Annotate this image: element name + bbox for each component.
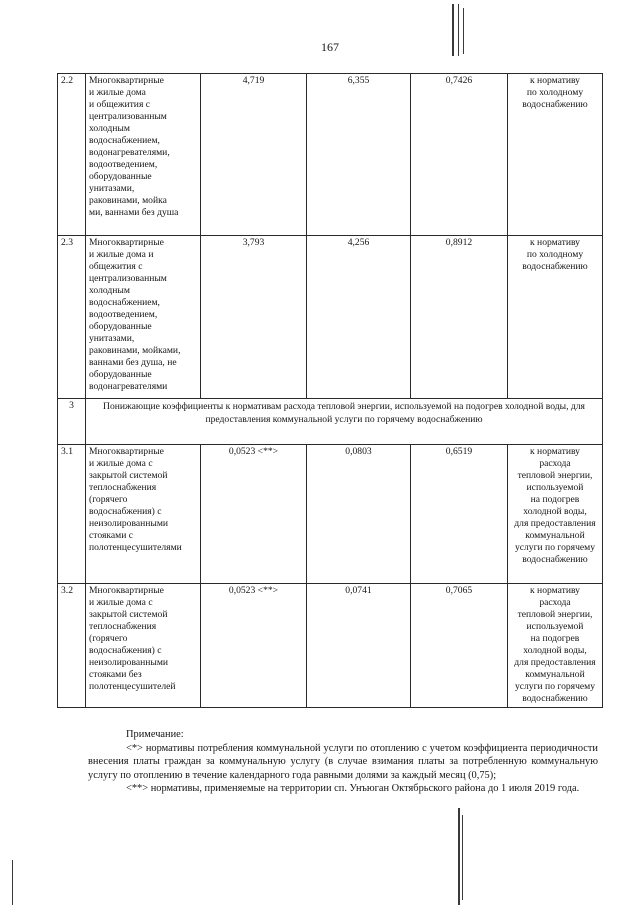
unit-line: водоснабжению — [522, 693, 588, 704]
value-cell: 0,0741 — [307, 584, 411, 708]
description-line: водоснабжения) с — [89, 645, 162, 656]
description-line: оборудованные — [89, 369, 152, 380]
unit-line: коммунальной — [525, 530, 585, 541]
value-cell: 0,0803 — [307, 445, 411, 584]
value-cell: 4,719 — [201, 74, 307, 236]
row-description — [86, 236, 201, 399]
description-line: централизованным — [89, 111, 167, 122]
description-line: Многоквартирные — [89, 237, 164, 248]
unit-line: для предоставления — [514, 518, 596, 529]
unit-line: холодной воды, — [523, 506, 587, 517]
unit-line: услуги по горячему — [514, 681, 596, 692]
unit-line: по холодному — [526, 249, 584, 260]
value-cell: 0,8912 — [411, 236, 508, 399]
description-line: унитазами, — [89, 333, 135, 344]
description-line: неизолированными — [89, 518, 169, 529]
row-description — [86, 74, 201, 236]
unit-line: водоснабжению — [522, 554, 588, 565]
description-line: унитазами, — [89, 183, 135, 194]
description-line: водоотведением, — [89, 159, 158, 170]
unit-line: используемой — [526, 621, 584, 632]
description-line: водонагревателями — [89, 381, 168, 392]
unit-line: холодной воды, — [523, 645, 587, 656]
description-line: оборудованные — [89, 171, 152, 182]
description-line: холодным — [89, 285, 130, 296]
unit-line: по холодному — [526, 87, 584, 98]
description-line: неизолированными — [89, 657, 169, 668]
scan-mark — [452, 4, 454, 56]
value-cell: 0,7426 — [411, 74, 508, 236]
unit-line: используемой — [526, 482, 584, 493]
notes-title: Примечание: — [126, 729, 184, 740]
unit-line: водоснабжению — [522, 99, 588, 110]
description-line: водоотведением, — [89, 309, 158, 320]
value-cell: 3,793 — [201, 236, 307, 399]
description-line: и жилые дома с — [89, 597, 153, 608]
unit-cell — [508, 584, 603, 708]
table-row — [58, 445, 603, 584]
description-line: раковинами, мойка — [89, 195, 167, 206]
row-number: 2.2 — [58, 74, 86, 236]
description-line: теплоснабжения — [89, 482, 157, 493]
table-row — [58, 236, 603, 399]
description-line: водоснабжения) с — [89, 506, 162, 517]
section-number: 3 — [58, 399, 86, 445]
note-item: <**> нормативы, применяемые на территории сп. Унъюган Октябрьского района до 1 июля 2019 года. — [126, 783, 580, 794]
description-line: стояками с — [89, 530, 133, 541]
description-line: теплоснабжения — [89, 621, 157, 632]
description-line: полотенцесушителями — [89, 542, 182, 553]
section-title: Понижающие коэффициенты к нормативам расхода тепловой энергии, используемой на подогрев холодной воды, для предоставления коммунальной услуги по горячему водоснабжению — [86, 399, 603, 445]
unit-line: для предоставления — [514, 657, 596, 668]
section-row — [58, 399, 603, 445]
table-row — [58, 584, 603, 708]
description-line: Многоквартирные — [89, 446, 164, 457]
description-line: и жилые дома с — [89, 458, 153, 469]
description-line: полотенцесушителей — [89, 681, 176, 692]
description-line: (горячего — [89, 633, 128, 644]
unit-cell — [508, 74, 603, 236]
description-line: холодным — [89, 123, 130, 134]
scan-mark — [458, 808, 460, 905]
value-cell: 0,0523 <**> — [201, 445, 307, 584]
unit-line: к нормативу — [530, 585, 580, 596]
unit-line: коммунальной — [525, 669, 585, 680]
description-line: стояками без — [89, 669, 142, 680]
description-line: Многоквартирные — [89, 75, 164, 86]
unit-line: к нормативу — [530, 75, 580, 86]
description-line: оборудованные — [89, 321, 152, 332]
scan-mark — [458, 4, 459, 56]
description-line: общежития с — [89, 261, 143, 272]
unit-line: на подогрев — [530, 633, 580, 644]
unit-line: водоснабжению — [522, 261, 588, 272]
unit-line: тепловой энергии, — [517, 470, 593, 481]
scan-mark — [463, 8, 464, 54]
notes-block — [88, 728, 598, 796]
norms-table — [57, 73, 603, 708]
table-row — [58, 74, 603, 236]
description-line: ми, ваннами без душа — [89, 207, 179, 218]
row-number: 3.1 — [58, 445, 86, 584]
row-description — [86, 584, 201, 708]
unit-line: расхода — [539, 458, 571, 469]
value-cell: 0,6519 — [411, 445, 508, 584]
scan-mark — [12, 860, 13, 905]
description-line: и жилые дома — [89, 87, 146, 98]
description-line: водоснабжением, — [89, 297, 160, 308]
value-cell: 4,256 — [307, 236, 411, 399]
description-line: ваннами без душа, не — [89, 357, 177, 368]
description-line: раковинами, мойками, — [89, 345, 181, 356]
row-description — [86, 445, 201, 584]
value-cell: 0,0523 <**> — [201, 584, 307, 708]
row-number: 2.3 — [58, 236, 86, 399]
description-line: и общежития с — [89, 99, 151, 110]
description-line: (горячего — [89, 494, 128, 505]
value-cell: 0,7065 — [411, 584, 508, 708]
unit-line: к нормативу — [530, 446, 580, 457]
unit-cell — [508, 445, 603, 584]
note-item: <*> нормативы потребления коммунальной услуги по отоплению с учетом коэффициента периодичности внесения платы граждан за коммунальную услугу (в случае взимания платы за потребленную коммунальную услугу по отоплению в течение календарного года равными долями за каждый месяц (0,75); — [88, 742, 598, 781]
value-cell: 6,355 — [307, 74, 411, 236]
description-line: централизованным — [89, 273, 167, 284]
description-line: водоснабжением, — [89, 135, 160, 146]
description-line: водонагревателями, — [89, 147, 170, 158]
description-line: Многоквартирные — [89, 585, 164, 596]
scan-mark — [462, 815, 463, 900]
description-line: и жилые дома и — [89, 249, 154, 260]
description-line: закрытой системой — [89, 609, 168, 620]
page-number: 167 — [321, 40, 339, 54]
unit-line: услуги по горячему — [514, 542, 596, 553]
description-line: закрытой системой — [89, 470, 168, 481]
unit-line: на подогрев — [530, 494, 580, 505]
row-number: 3.2 — [58, 584, 86, 708]
unit-line: к нормативу — [530, 237, 580, 248]
unit-cell — [508, 236, 603, 399]
unit-line: тепловой энергии, — [517, 609, 593, 620]
unit-line: расхода — [539, 597, 571, 608]
